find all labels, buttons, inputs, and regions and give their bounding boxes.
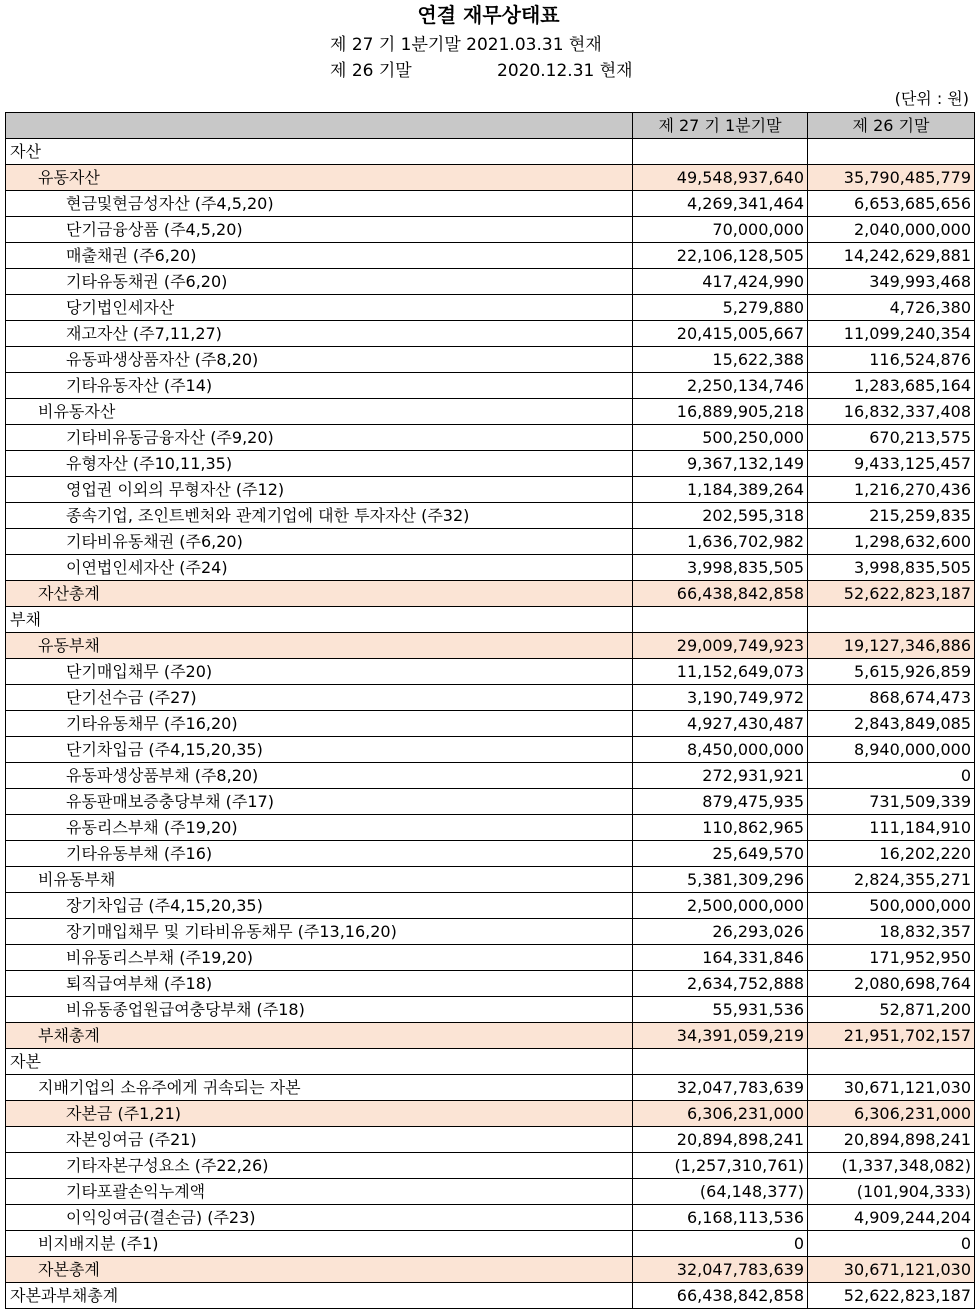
account-name: 지배기업의 소유주에게 귀속되는 자본 bbox=[6, 1075, 633, 1101]
current-period-amount: 20,415,005,667 bbox=[633, 321, 808, 347]
table-row bbox=[6, 789, 975, 815]
current-period-amount: 20,894,898,241 bbox=[633, 1127, 808, 1153]
prior-period-amount: 2,040,000,000 bbox=[808, 217, 975, 243]
account-name: 단기금융상품 (주4,5,20) bbox=[6, 217, 633, 243]
prior-period-amount: 52,622,823,187 bbox=[808, 581, 975, 607]
current-period-amount: 2,250,134,746 bbox=[633, 373, 808, 399]
current-period-amount: (64,148,377) bbox=[633, 1179, 808, 1205]
table-row bbox=[6, 581, 975, 607]
table-row bbox=[6, 529, 975, 555]
prior-period-amount: 30,671,121,030 bbox=[808, 1257, 975, 1283]
table-row bbox=[6, 737, 975, 763]
account-name: 유동부채 bbox=[6, 633, 633, 659]
prior-period-amount: 5,615,926,859 bbox=[808, 659, 975, 685]
document-title: 연결 재무상태표 bbox=[417, 3, 560, 27]
current-period-amount: 9,367,132,149 bbox=[633, 451, 808, 477]
account-name: 장기매입채무 및 기타비유동채무 (주13,16,20) bbox=[6, 919, 633, 945]
current-period-amount: 5,279,880 bbox=[633, 295, 808, 321]
table-row bbox=[6, 841, 975, 867]
prior-period-amount: 4,726,380 bbox=[808, 295, 975, 321]
table-row bbox=[6, 1283, 975, 1309]
account-name: 장기차입금 (주4,15,20,35) bbox=[6, 893, 633, 919]
current-period-amount: 34,391,059,219 bbox=[633, 1023, 808, 1049]
account-name: 비유동부채 bbox=[6, 867, 633, 893]
account-name: 비유동자산 bbox=[6, 399, 633, 425]
table-row bbox=[6, 633, 975, 659]
current-period-amount: 417,424,990 bbox=[633, 269, 808, 295]
current-period-amount: 164,331,846 bbox=[633, 945, 808, 971]
current-period-amount: 2,500,000,000 bbox=[633, 893, 808, 919]
table-row bbox=[6, 555, 975, 581]
prior-period-amount: 2,843,849,085 bbox=[808, 711, 975, 737]
prior-period-amount: 9,433,125,457 bbox=[808, 451, 975, 477]
account-name: 기타유동채무 (주16,20) bbox=[6, 711, 633, 737]
unit-label: (단위 : 원) bbox=[894, 89, 969, 108]
prior-period-amount: 1,298,632,600 bbox=[808, 529, 975, 555]
prior-period-amount: 35,790,485,779 bbox=[808, 165, 975, 191]
prior-period-amount: 52,622,823,187 bbox=[808, 1283, 975, 1309]
prior-period-amount: 349,993,468 bbox=[808, 269, 975, 295]
account-name: 유동파생상품자산 (주8,20) bbox=[6, 347, 633, 373]
account-name: 자산총계 bbox=[6, 581, 633, 607]
account-name: 매출채권 (주6,20) bbox=[6, 243, 633, 269]
table-row bbox=[6, 711, 975, 737]
prior-period-amount: 30,671,121,030 bbox=[808, 1075, 975, 1101]
account-name: 자산 bbox=[6, 139, 633, 165]
prior-period-amount: 670,213,575 bbox=[808, 425, 975, 451]
account-name: 단기차입금 (주4,15,20,35) bbox=[6, 737, 633, 763]
table-header-row bbox=[6, 113, 975, 139]
current-period-amount: (1,257,310,761) bbox=[633, 1153, 808, 1179]
current-period-amount: 29,009,749,923 bbox=[633, 633, 808, 659]
prior-period-amount: 111,184,910 bbox=[808, 815, 975, 841]
table-row bbox=[6, 919, 975, 945]
table-row bbox=[6, 139, 975, 165]
current-period-amount: 272,931,921 bbox=[633, 763, 808, 789]
prior-period-amount: 52,871,200 bbox=[808, 997, 975, 1023]
table-row bbox=[6, 893, 975, 919]
table-row bbox=[6, 1023, 975, 1049]
prior-period-amount: 18,832,357 bbox=[808, 919, 975, 945]
current-period-amount: 3,190,749,972 bbox=[633, 685, 808, 711]
current-period-amount: 11,152,649,073 bbox=[633, 659, 808, 685]
current-period-amount: 1,184,389,264 bbox=[633, 477, 808, 503]
account-name: 유형자산 (주10,11,35) bbox=[6, 451, 633, 477]
header-prior-period: 제 26 기말 bbox=[808, 113, 975, 139]
current-period-amount: 66,438,842,858 bbox=[633, 1283, 808, 1309]
account-name: 자본잉여금 (주21) bbox=[6, 1127, 633, 1153]
period-prior-date: 2020.12.31 현재 bbox=[497, 61, 633, 81]
table-row bbox=[6, 1127, 975, 1153]
table-row bbox=[6, 399, 975, 425]
current-period-amount: 6,168,113,536 bbox=[633, 1205, 808, 1231]
period-current: 제 27 기 1분기말 2021.03.31 현재 bbox=[330, 35, 602, 55]
account-name: 유동자산 bbox=[6, 165, 633, 191]
prior-period-amount: 3,998,835,505 bbox=[808, 555, 975, 581]
account-name: 기타유동부채 (주16) bbox=[6, 841, 633, 867]
table-row bbox=[6, 347, 975, 373]
account-name: 유동판매보증충당부채 (주17) bbox=[6, 789, 633, 815]
table-row bbox=[6, 295, 975, 321]
current-period-amount: 4,269,341,464 bbox=[633, 191, 808, 217]
prior-period-amount: 16,202,220 bbox=[808, 841, 975, 867]
account-name: 이익잉여금(결손금) (주23) bbox=[6, 1205, 633, 1231]
table-row bbox=[6, 1231, 975, 1257]
account-name: 기타유동채권 (주6,20) bbox=[6, 269, 633, 295]
table-row bbox=[6, 243, 975, 269]
account-name: 유동리스부채 (주19,20) bbox=[6, 815, 633, 841]
period-prior-label: 제 26 기말 bbox=[330, 61, 412, 81]
current-period-amount: 4,927,430,487 bbox=[633, 711, 808, 737]
prior-period-amount: 8,940,000,000 bbox=[808, 737, 975, 763]
table-row bbox=[6, 451, 975, 477]
table-row bbox=[6, 425, 975, 451]
table-row bbox=[6, 997, 975, 1023]
account-name: 자본총계 bbox=[6, 1257, 633, 1283]
table-row bbox=[6, 1205, 975, 1231]
prior-period-amount: 2,824,355,271 bbox=[808, 867, 975, 893]
current-period-amount: 25,649,570 bbox=[633, 841, 808, 867]
current-period-amount: 6,306,231,000 bbox=[633, 1101, 808, 1127]
account-name: 이연법인세자산 (주24) bbox=[6, 555, 633, 581]
table-row bbox=[6, 763, 975, 789]
prior-period-amount: 6,653,685,656 bbox=[808, 191, 975, 217]
table-row bbox=[6, 815, 975, 841]
table-row bbox=[6, 191, 975, 217]
prior-period-amount: 4,909,244,204 bbox=[808, 1205, 975, 1231]
prior-period-amount: 0 bbox=[808, 1231, 975, 1257]
account-name: 부채총계 bbox=[6, 1023, 633, 1049]
current-period-amount: 3,998,835,505 bbox=[633, 555, 808, 581]
account-name: 비지배지분 (주1) bbox=[6, 1231, 633, 1257]
table-row bbox=[6, 607, 975, 633]
table-row bbox=[6, 165, 975, 191]
account-name: 종속기업, 조인트벤처와 관계기업에 대한 투자자산 (주32) bbox=[6, 503, 633, 529]
prior-period-amount: 1,216,270,436 bbox=[808, 477, 975, 503]
current-period-amount: 110,862,965 bbox=[633, 815, 808, 841]
account-name: 영업권 이외의 무형자산 (주12) bbox=[6, 477, 633, 503]
current-period-amount: 0 bbox=[633, 1231, 808, 1257]
account-name: 부채 bbox=[6, 607, 633, 633]
current-period-amount: 15,622,388 bbox=[633, 347, 808, 373]
account-name: 단기매입채무 (주20) bbox=[6, 659, 633, 685]
account-name: 기타유동자산 (주14) bbox=[6, 373, 633, 399]
account-name: 현금및현금성자산 (주4,5,20) bbox=[6, 191, 633, 217]
table-row bbox=[6, 971, 975, 997]
prior-period-amount: (101,904,333) bbox=[808, 1179, 975, 1205]
account-name: 기타비유동금융자산 (주9,20) bbox=[6, 425, 633, 451]
account-name: 퇴직급여부채 (주18) bbox=[6, 971, 633, 997]
current-period-amount: 879,475,935 bbox=[633, 789, 808, 815]
table-row bbox=[6, 217, 975, 243]
current-period-amount: 66,438,842,858 bbox=[633, 581, 808, 607]
current-period-amount: 26,293,026 bbox=[633, 919, 808, 945]
table-row bbox=[6, 373, 975, 399]
table-row bbox=[6, 867, 975, 893]
current-period-amount: 2,634,752,888 bbox=[633, 971, 808, 997]
account-name: 기타자본구성요소 (주22,26) bbox=[6, 1153, 633, 1179]
prior-period-amount: 21,951,702,157 bbox=[808, 1023, 975, 1049]
prior-period-amount: 116,524,876 bbox=[808, 347, 975, 373]
table-row bbox=[6, 477, 975, 503]
prior-period-amount: 11,099,240,354 bbox=[808, 321, 975, 347]
table-row bbox=[6, 1257, 975, 1283]
prior-period-amount bbox=[808, 607, 975, 633]
account-name: 기타비유동채권 (주6,20) bbox=[6, 529, 633, 555]
account-name: 당기법인세자산 bbox=[6, 295, 633, 321]
prior-period-amount: 16,832,337,408 bbox=[808, 399, 975, 425]
current-period-amount: 70,000,000 bbox=[633, 217, 808, 243]
prior-period-amount: 14,242,629,881 bbox=[808, 243, 975, 269]
current-period-amount: 500,250,000 bbox=[633, 425, 808, 451]
current-period-amount: 1,636,702,982 bbox=[633, 529, 808, 555]
account-name: 단기선수금 (주27) bbox=[6, 685, 633, 711]
prior-period-amount: 1,283,685,164 bbox=[808, 373, 975, 399]
current-period-amount bbox=[633, 607, 808, 633]
table-row bbox=[6, 269, 975, 295]
table-row bbox=[6, 503, 975, 529]
header-current-period: 제 27 기 1분기말 bbox=[633, 113, 808, 139]
table-row bbox=[6, 321, 975, 347]
prior-period-amount: 19,127,346,886 bbox=[808, 633, 975, 659]
account-name: 자본금 (주1,21) bbox=[6, 1101, 633, 1127]
account-name: 비유동종업원급여충당부채 (주18) bbox=[6, 997, 633, 1023]
prior-period-amount: 2,080,698,764 bbox=[808, 971, 975, 997]
prior-period-amount: 215,259,835 bbox=[808, 503, 975, 529]
prior-period-amount: 6,306,231,000 bbox=[808, 1101, 975, 1127]
current-period-amount: 32,047,783,639 bbox=[633, 1075, 808, 1101]
account-name: 자본 bbox=[6, 1049, 633, 1075]
current-period-amount: 202,595,318 bbox=[633, 503, 808, 529]
table-row bbox=[6, 945, 975, 971]
balance-sheet-table bbox=[5, 112, 975, 1309]
account-name: 유동파생상품부채 (주8,20) bbox=[6, 763, 633, 789]
current-period-amount: 49,548,937,640 bbox=[633, 165, 808, 191]
prior-period-amount: 868,674,473 bbox=[808, 685, 975, 711]
prior-period-amount: 500,000,000 bbox=[808, 893, 975, 919]
table-row bbox=[6, 1049, 975, 1075]
current-period-amount bbox=[633, 1049, 808, 1075]
prior-period-amount bbox=[808, 139, 975, 165]
prior-period-amount: (1,337,348,082) bbox=[808, 1153, 975, 1179]
table-row bbox=[6, 659, 975, 685]
account-name: 재고자산 (주7,11,27) bbox=[6, 321, 633, 347]
account-name: 기타포괄손익누계액 bbox=[6, 1179, 633, 1205]
prior-period-amount: 731,509,339 bbox=[808, 789, 975, 815]
prior-period-amount bbox=[808, 1049, 975, 1075]
current-period-amount: 22,106,128,505 bbox=[633, 243, 808, 269]
prior-period-amount: 20,894,898,241 bbox=[808, 1127, 975, 1153]
table-row bbox=[6, 685, 975, 711]
current-period-amount bbox=[633, 139, 808, 165]
table-row bbox=[6, 1179, 975, 1205]
current-period-amount: 32,047,783,639 bbox=[633, 1257, 808, 1283]
prior-period-amount: 0 bbox=[808, 763, 975, 789]
account-name: 비유동리스부채 (주19,20) bbox=[6, 945, 633, 971]
table-row bbox=[6, 1075, 975, 1101]
table-row bbox=[6, 1101, 975, 1127]
table-row bbox=[6, 1153, 975, 1179]
prior-period-amount: 171,952,950 bbox=[808, 945, 975, 971]
current-period-amount: 55,931,536 bbox=[633, 997, 808, 1023]
header-account bbox=[6, 113, 633, 139]
current-period-amount: 16,889,905,218 bbox=[633, 399, 808, 425]
current-period-amount: 5,381,309,296 bbox=[633, 867, 808, 893]
current-period-amount: 8,450,000,000 bbox=[633, 737, 808, 763]
account-name: 자본과부채총계 bbox=[6, 1283, 633, 1309]
